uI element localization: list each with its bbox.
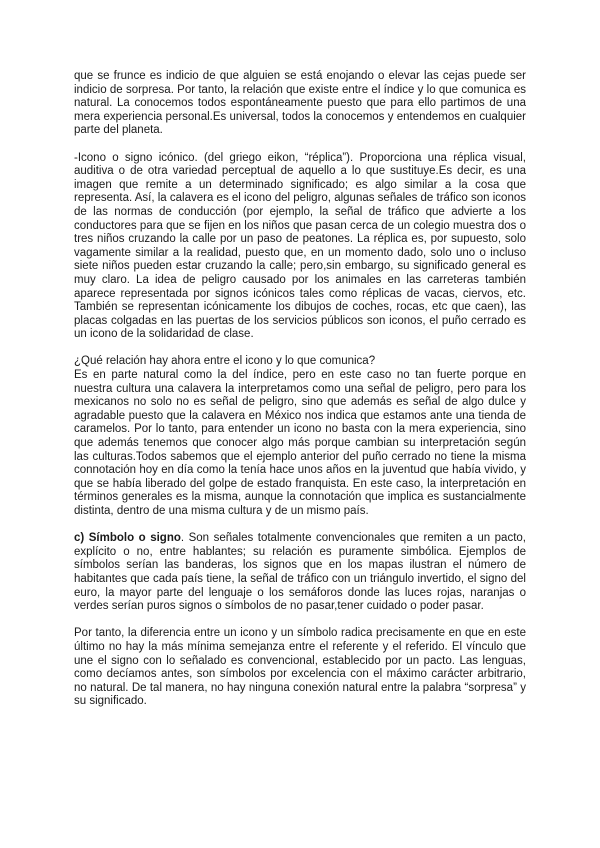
document-page	[74, 70, 526, 723]
paragraph-simbolo	[74, 532, 526, 614]
simbolo-body: . Son señales totalmente convencionales que remiten a un pacto, explícito o no, entre hablantes; su relación es puramente simbólica. Ejemplos de símbolos serían las banderas, los signos que en los mapas ilustran el número de habitantes que cada país tiene, la señal de tráfico con un triángulo invertido, el signo del euro, la mayor parte del lenguaje o los semáforos donde las luces rojas, naranjas o verdes serían puros signos o símbolos de no pasar,tener cuidado o poder pasar.	[74, 532, 526, 613]
paragraph-icono-definition: -Icono o signo icónico. (del griego eikon, “réplica”). Proporciona una réplica visual, auditiva o de otra variedad perceptual de aquello a lo que sustituye.Es decir, es una imagen que remite a un determinado significado; es algo similar a la cosa que representa. Así, la calavera es el icono del peligro, algunas señales de tráfico son iconos de las normas de conducción (por ejemplo, la señal de tráfico que advierte a los conductores para que se fijen en los niños que pasan cerca de un colegio muestra dos o tres niños cruzando la calle por un paso de peatones. La réplica es, por supuesto, solo vagamente similar a la realidad, puesto que, en un momento dado, solo uno o incluso siete niños pueden estar cruzando la calle; pero,sin embargo, su significado general es muy claro. La idea de peligro causado por los animales en las carreteras también aparece representada por signos icónicos tales como réplicas de vacas, ciervos, etc. También se representan icónicamente los dibujos de coches, rocas, etc que caen), las placas colgadas en las puertas de los servicios públicos son iconos, el puño cerrado es un icono de la solidaridad de clase.	[74, 151, 526, 341]
paragraph-icono-answer: Es en parte natural como la del índice, pero en este caso no tan fuerte porque en nuestra cultura una calavera la interpretamos como una señal de peligro, pero para los mexicanos no solo no es señal de peligro, sino que además es señal de algo dulce y agradable puesto que la calavera en México nos indica que estamos ante una tienda de caramelos. Por lo tanto, para entender un icono no basta con la mera experiencia, sino que además tenemos que conocer algo más porque cambian su interpretación según las culturas.Todos sabemos que el ejemplo anterior del puño cerrado no tiene la misma connotación hoy en día como la tenía hace unos años en la juventud que había vivido, y que se había liberado del golpe de estado franquista. En este caso, la interpretación en términos generales es la misma, aunque la connotación que implica es sustancialmente distinta, dentro de una misma cultura y de un mismo país.	[74, 369, 526, 517]
paragraph-icono-question: ¿Qué relación hay ahora entre el icono y lo que comunica?	[74, 355, 376, 368]
paragraph-indice-conclusion: que se frunce es indicio de que alguien se está enojando o elevar las cejas puede ser indicio de sorpresa. Por tanto, la relación que existe entre el índice y lo que comunica es natural. La conocemos todos espontáneamente puesto que para ello partimos de una mera experiencia personal.Es universal, todos la conocemos y entendemos en cualquier parte del planeta.	[74, 70, 526, 137]
paragraph-difference: Por tanto, la diferencia entre un icono y un símbolo radica precisamente en que en este último no hay la más mínima semejanza entre el referente y el referido. El vínculo que une el signo con lo señalado es convencional, establecido por un pacto. Las lenguas, como decíamos antes, son símbolos por excelencia con el máximo carácter arbitrario, no natural. De tal manera, no hay ninguna conexión natural entre la palabra “sorpresa” y su significado.	[74, 627, 526, 708]
simbolo-heading: c) Símbolo o signo	[74, 532, 181, 545]
